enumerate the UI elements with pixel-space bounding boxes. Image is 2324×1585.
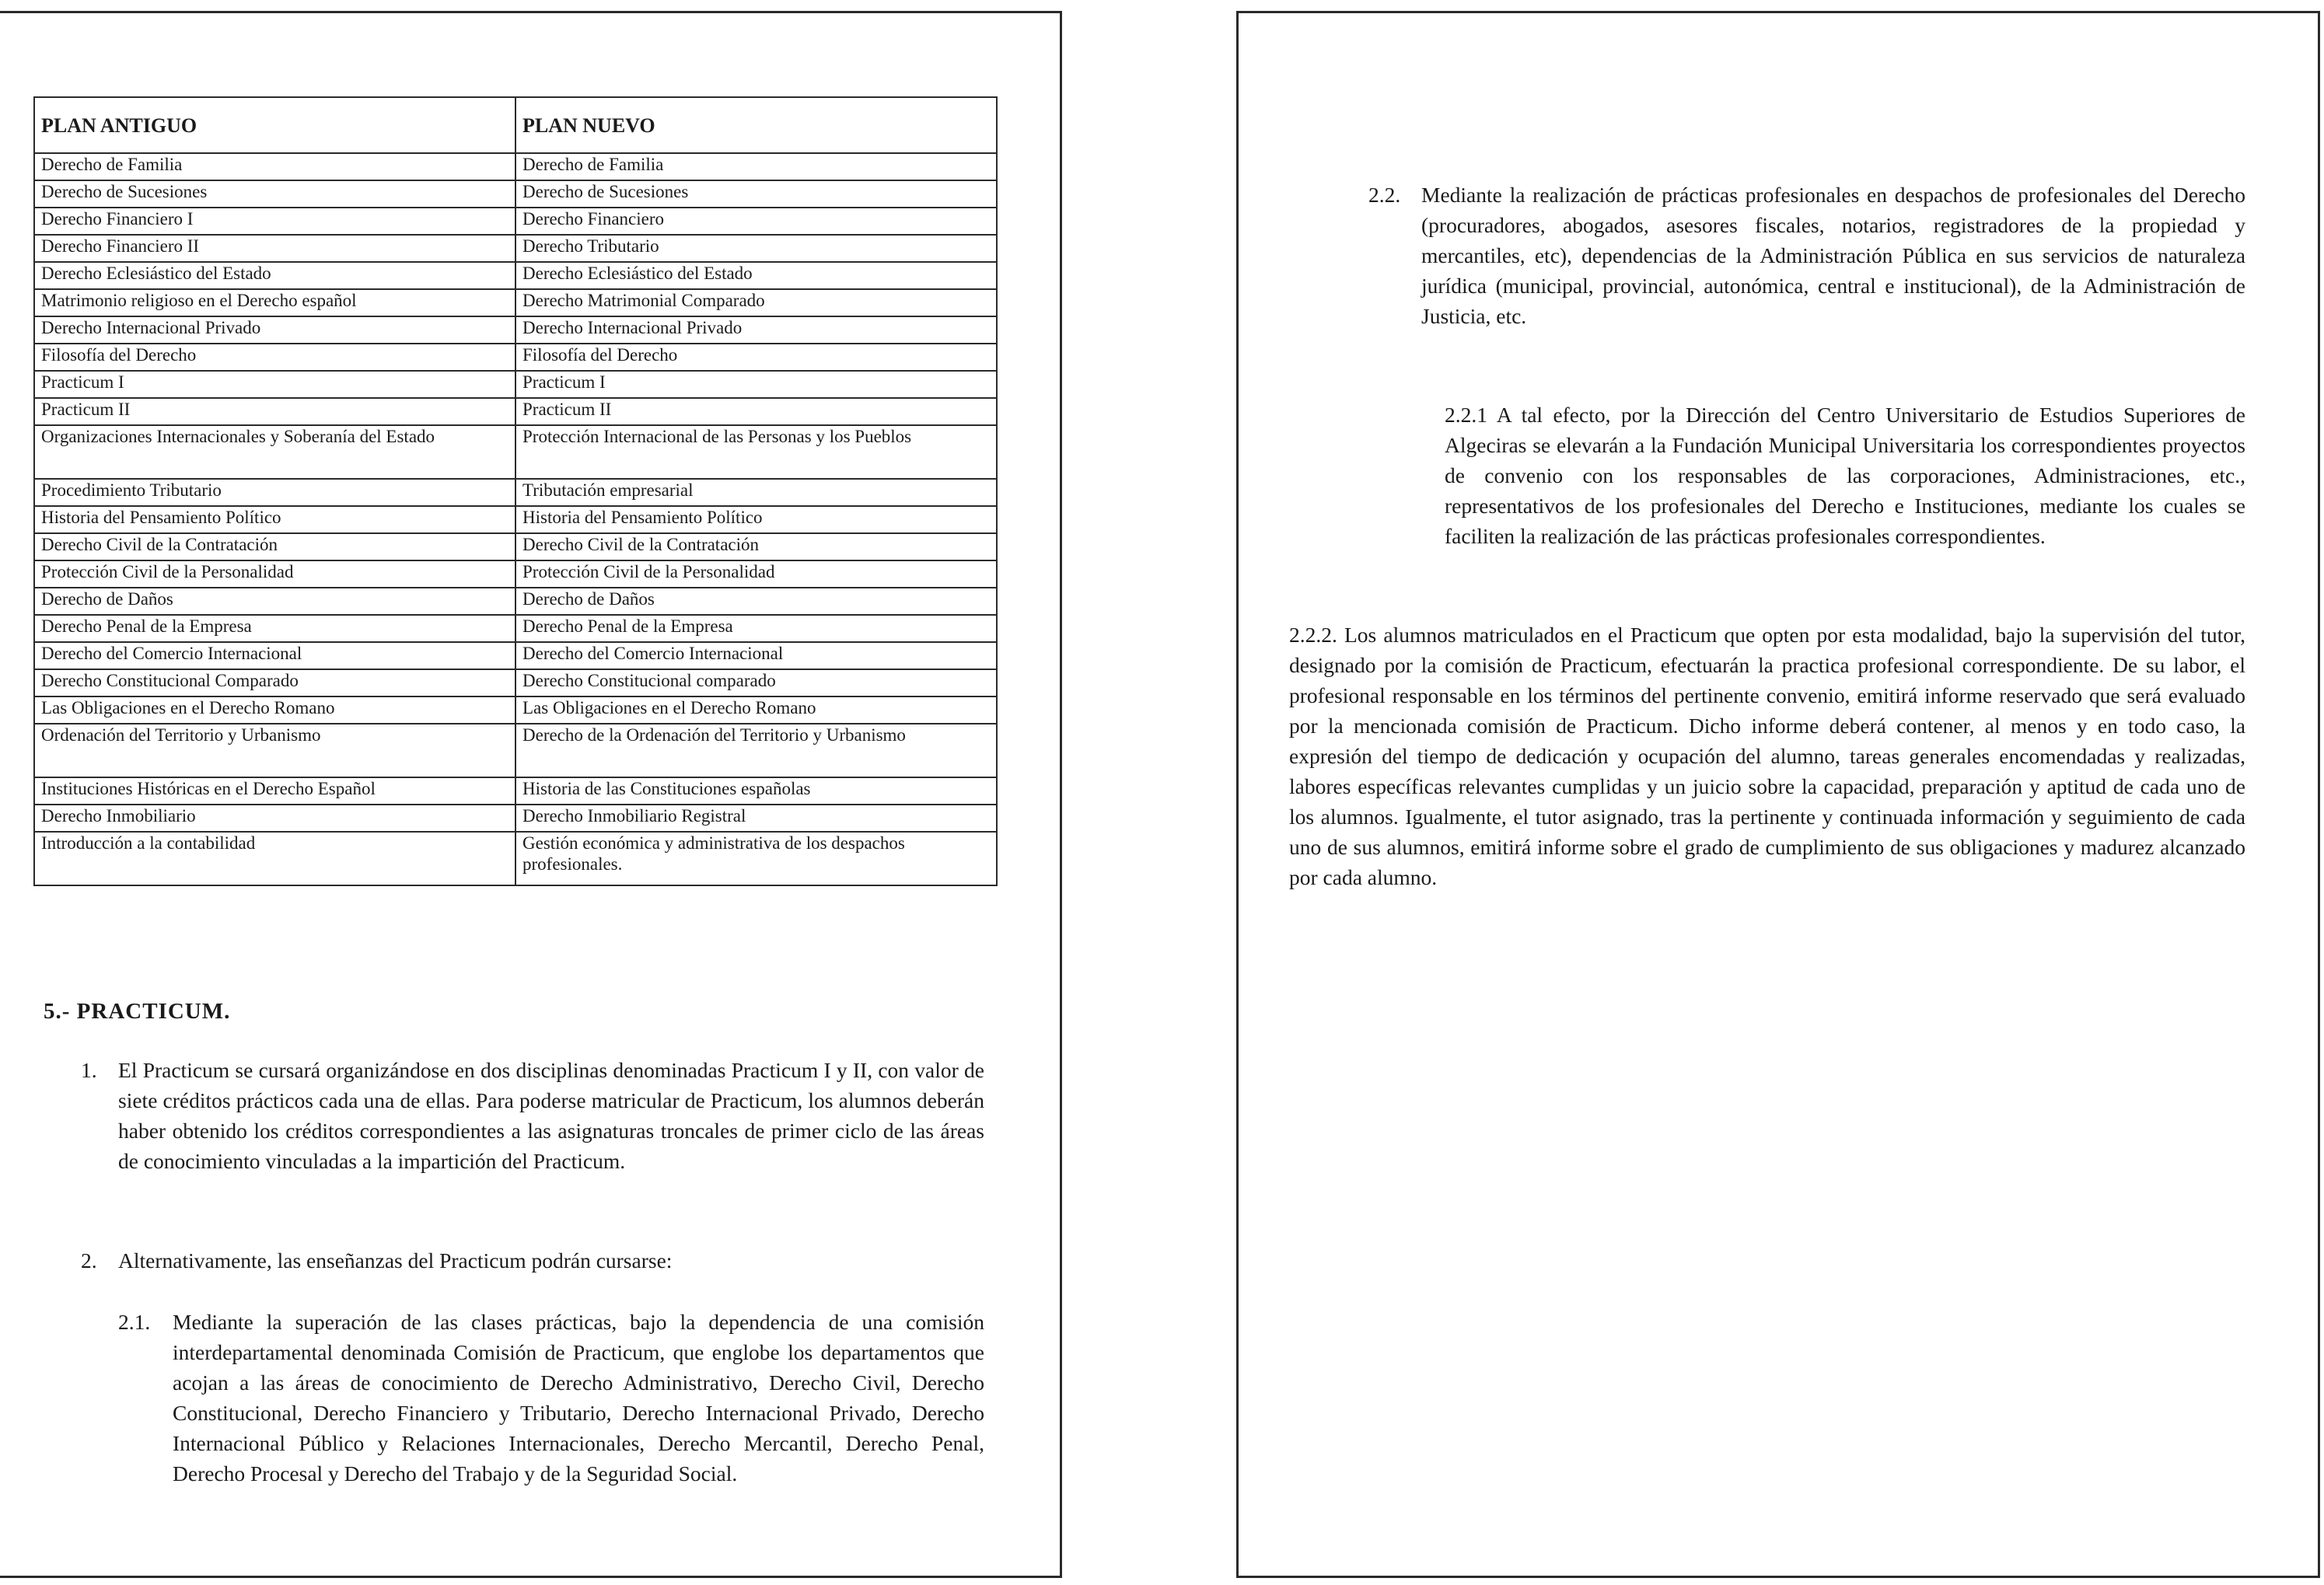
cell-plan-antiguo: Derecho Internacional Privado — [34, 316, 515, 344]
right-page — [1236, 11, 2320, 1578]
cell-plan-antiguo: Procedimiento Tributario — [34, 479, 515, 506]
cell-plan-nuevo: Derecho de Daños — [515, 588, 997, 615]
paragraph-2-2-1: 2.2.1 A tal efecto, por la Dirección del Centro Universitario de Estudios Superiores de Algeciras se elevarán a la Fundación Municipal Universitaria los correspondientes proyectos de convenio con los responsables de las corporaciones, Administraciones, etc., representativos de los profesionales del Derecho e Instituciones, mediante los cuales se faciliten la realización de las prácticas profesionales correspondientes. — [1445, 403, 2245, 548]
table-row — [34, 615, 997, 642]
table-row — [34, 262, 997, 289]
cell-plan-nuevo: Derecho Constitucional comparado — [515, 669, 997, 696]
cell-plan-antiguo: Practicum II — [34, 398, 515, 425]
cell-plan-nuevo: Derecho del Comercio Internacional — [515, 642, 997, 669]
table-row — [34, 696, 997, 724]
table-row — [34, 777, 997, 805]
table-row — [34, 425, 997, 479]
cell-plan-antiguo: Organizaciones Internacionales y Soberanía del Estado — [34, 425, 515, 479]
table-row — [34, 344, 997, 371]
cell-plan-nuevo: Derecho de Sucesiones — [515, 180, 997, 208]
cell-plan-nuevo: Derecho Eclesiástico del Estado — [515, 262, 997, 289]
cell-plan-antiguo: Derecho Penal de la Empresa — [34, 615, 515, 642]
cell-plan-antiguo: Derecho de Sucesiones — [34, 180, 515, 208]
item-number: 2.1. — [118, 1310, 151, 1334]
cell-plan-nuevo: Gestión económica y administrativa de los despachos profesionales. — [515, 832, 997, 885]
table-row — [34, 371, 997, 398]
header-plan-nuevo: PLAN NUEVO — [515, 97, 997, 153]
table-header-row — [34, 97, 997, 153]
cell-plan-antiguo: Introducción a la contabilidad — [34, 832, 515, 885]
cell-plan-nuevo: Derecho Inmobiliario Registral — [515, 805, 997, 832]
table-row — [34, 669, 997, 696]
cell-plan-antiguo: Derecho de Daños — [34, 588, 515, 615]
cell-plan-nuevo: Derecho Internacional Privado — [515, 316, 997, 344]
cell-plan-antiguo: Derecho Inmobiliario — [34, 805, 515, 832]
cell-plan-antiguo: Derecho Financiero II — [34, 235, 515, 262]
cell-plan-antiguo: Las Obligaciones en el Derecho Romano — [34, 696, 515, 724]
table-row — [34, 588, 997, 615]
cell-plan-nuevo: Las Obligaciones en el Derecho Romano — [515, 696, 997, 724]
cell-plan-nuevo: Derecho Financiero — [515, 208, 997, 235]
cell-plan-antiguo: Derecho Civil de la Contratación — [34, 533, 515, 560]
cell-plan-antiguo: Filosofía del Derecho — [34, 344, 515, 371]
table-row — [34, 832, 997, 885]
cell-plan-nuevo: Derecho de la Ordenación del Territorio y Urbanismo — [515, 724, 997, 777]
cell-plan-nuevo: Derecho Civil de la Contratación — [515, 533, 997, 560]
item-number: 1. — [81, 1058, 97, 1082]
table-row — [34, 479, 997, 506]
table-row — [34, 560, 997, 588]
cell-plan-nuevo: Derecho de Familia — [515, 153, 997, 180]
table-row — [34, 153, 997, 180]
table-row — [34, 316, 997, 344]
item-number: 2. — [81, 1248, 97, 1273]
paragraph-2-2: Mediante la realización de prácticas profesionales en despachos de profesionales del Derecho (procuradores, abogados, asesores fiscales, notarios, registradores de la propiedad y mercantiles, etc), dependencias de la Administración Pública en sus servicios de naturaleza jurídica (municipal, provincial, autonómica, central e institucional), de la Administración de Justicia, etc. — [1421, 183, 2245, 328]
cell-plan-nuevo: Protección Internacional de las Personas y los Pueblos — [515, 425, 997, 479]
table-row — [34, 180, 997, 208]
table-row — [34, 724, 997, 777]
table-row — [34, 235, 997, 262]
cell-plan-antiguo: Derecho Eclesiástico del Estado — [34, 262, 515, 289]
paragraph-2: Alternativamente, las enseñanzas del Practicum podrán cursarse: — [118, 1248, 673, 1273]
cell-plan-antiguo: Protección Civil de la Personalidad — [34, 560, 515, 588]
item-number: 2.2. — [1368, 183, 1401, 207]
cell-plan-antiguo: Matrimonio religioso en el Derecho español — [34, 289, 515, 316]
cell-plan-antiguo: Derecho Constitucional Comparado — [34, 669, 515, 696]
header-plan-antiguo: PLAN ANTIGUO — [34, 97, 515, 153]
cell-plan-nuevo: Historia de las Constituciones españolas — [515, 777, 997, 805]
cell-plan-antiguo: Ordenación del Territorio y Urbanismo — [34, 724, 515, 777]
paragraph-1: El Practicum se cursará organizándose en dos disciplinas denominadas Practicum I y II, con valor de siete créditos prácticos cada una de ellas. Para poderse matricular de Practicum, los alumnos deberán haber obtenido los créditos correspondientes a las asignaturas troncales de primer ciclo de las áreas de conocimiento vinculadas a la impartición del Practicum. — [118, 1058, 984, 1173]
cell-plan-antiguo: Practicum I — [34, 371, 515, 398]
cell-plan-nuevo: Practicum II — [515, 398, 997, 425]
paragraph-2-1: Mediante la superación de las clases prácticas, bajo la dependencia de una comisión interdepartamental denominada Comisión de Practicum, que englobe los departamentos que acojan a las áreas de conocimiento de Derecho Administrativo, Derecho Civil, Derecho Constitucional, Derecho Financiero y Tributario, Derecho Internacional Privado, Derecho Internacional Público y Relaciones Internacionales, Derecho Mercantil, Derecho Penal, Derecho Procesal y Derecho del Trabajo y de la Seguridad Social. — [173, 1310, 984, 1486]
cell-plan-nuevo: Derecho Penal de la Empresa — [515, 615, 997, 642]
cell-plan-antiguo: Instituciones Históricas en el Derecho Español — [34, 777, 515, 805]
cell-plan-antiguo: Derecho Financiero I — [34, 208, 515, 235]
cell-plan-nuevo: Historia del Pensamiento Político — [515, 506, 997, 533]
cell-plan-nuevo: Protección Civil de la Personalidad — [515, 560, 997, 588]
table-row — [34, 398, 997, 425]
table-row — [34, 533, 997, 560]
cell-plan-antiguo: Historia del Pensamiento Político — [34, 506, 515, 533]
plan-comparison-table — [33, 96, 998, 886]
paragraph-2-2-2: 2.2.2. Los alumnos matriculados en el Practicum que opten por esta modalidad, bajo la supervisión del tutor, designado por la comisión de Practicum, efectuarán la practica profesional correspondiente. De su labor, el profesional responsable en los términos del pertinente convenio, emitirá informe reservado que será evaluado por la mencionada comisión de Practicum. Dicho informe deberá contener, al menos y en todo caso, la expresión del tiempo de dedicación y ocupación del alumno, tareas generales encomendadas y realizadas, labores específicas relevantes cumplidas y un juicio sobre la capacidad, preparación y aptitud de cada uno de los alumnos. Igualmente, el tutor asignado, tras la pertinente y continuada información y seguimiento de cada uno de sus alumnos, emitirá informe sobre el grado de cumplimiento de sus obligaciones y madurez alcanzado por cada alumno. — [1289, 623, 2245, 889]
cell-plan-nuevo: Filosofía del Derecho — [515, 344, 997, 371]
table-row — [34, 805, 997, 832]
cell-plan-nuevo: Tributación empresarial — [515, 479, 997, 506]
table-row — [34, 506, 997, 533]
cell-plan-nuevo: Derecho Tributario — [515, 235, 997, 262]
left-page — [0, 11, 1062, 1578]
table-row — [34, 642, 997, 669]
cell-plan-nuevo: Derecho Matrimonial Comparado — [515, 289, 997, 316]
cell-plan-antiguo: Derecho de Familia — [34, 153, 515, 180]
table-row — [34, 208, 997, 235]
section-title: 5.- PRACTICUM. — [44, 999, 231, 1024]
cell-plan-antiguo: Derecho del Comercio Internacional — [34, 642, 515, 669]
table-body — [34, 153, 997, 885]
cell-plan-nuevo: Practicum I — [515, 371, 997, 398]
table-row — [34, 289, 997, 316]
